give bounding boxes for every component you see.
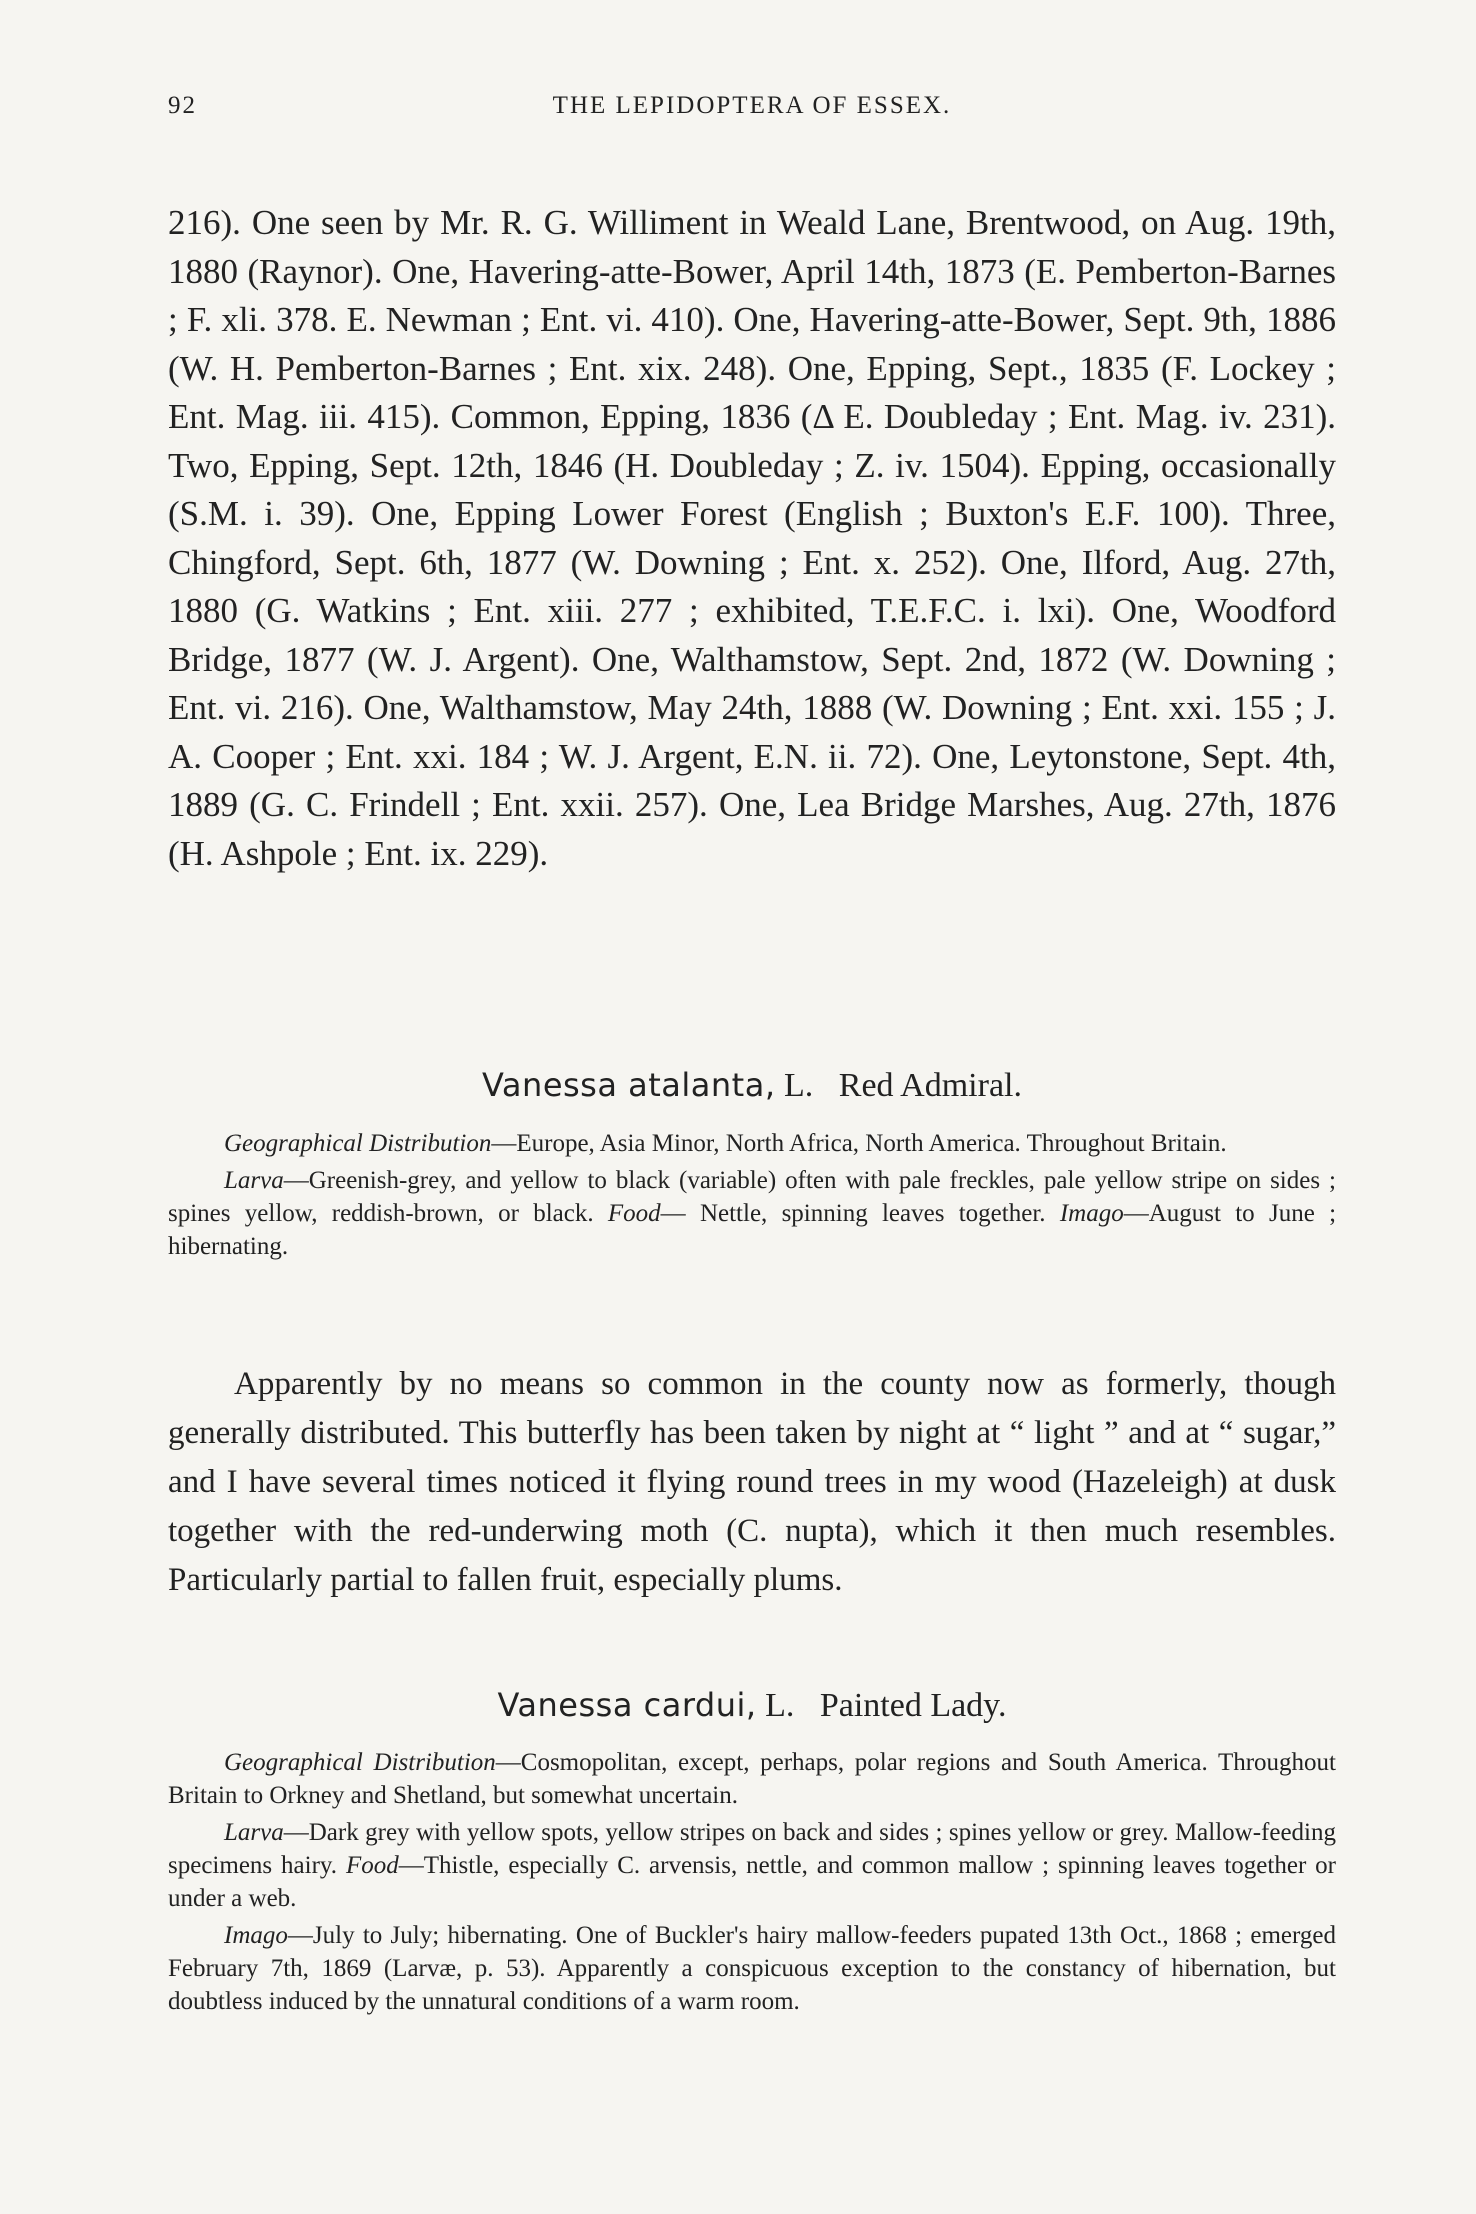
larva-paragraph [168, 1164, 1336, 1263]
distribution-label: Geographical Distribution [224, 1749, 496, 1776]
distribution-paragraph [168, 1127, 1336, 1160]
distribution-text: —Europe, Asia Minor, North Africa, North America. Throughout Britain. [491, 1130, 1227, 1157]
distribution-paragraph [168, 1746, 1336, 1812]
food-label: Food [345, 1852, 399, 1879]
species-name: Vanessa atalanta, [482, 1066, 776, 1104]
imago-paragraph [168, 1919, 1336, 2018]
species-author: L. [784, 1067, 814, 1104]
running-title: THE LEPIDOPTERA OF ESSEX. [552, 92, 952, 119]
page-number: 92 [168, 92, 197, 119]
larva-text: —Dark grey with yellow spots, yellow stripes on back and sides ; spines yellow or grey. Mallow-feeding specimens hairy. [168, 1819, 1336, 1879]
species-name: Vanessa cardui, [497, 1686, 757, 1724]
food-text: —Thistle, especially C. arvensis, nettle, and common mallow ; spinning leaves together or under a web. [168, 1852, 1336, 1912]
species-heading-cardui [168, 1686, 1336, 1725]
species-common-name: Painted Lady. [819, 1687, 1007, 1724]
species-notes-cardui [168, 1746, 1336, 2018]
larva-label: Larva [224, 1167, 284, 1194]
page-header [168, 92, 1336, 128]
imago-text: —August to June ; hibernating. [168, 1200, 1337, 1260]
species-notes-atalanta [168, 1127, 1336, 1263]
imago-label: Imago [1059, 1200, 1124, 1227]
food-text: — Nettle, spinning leaves together. [660, 1200, 1046, 1227]
food-label: Food [607, 1200, 661, 1227]
species-heading-atalanta [168, 1066, 1336, 1105]
larva-label: Larva [224, 1819, 284, 1846]
species-author: L. [765, 1687, 795, 1724]
distribution-text: —Cosmopolitan, except, perhaps, polar regions and South America. Throughout Britain to Orkney and Shetland, but somewhat uncertain. [168, 1749, 1337, 1809]
records-paragraph: 216). One seen by Mr. R. G. Williment in Weald Lane, Brentwood, on Aug. 19th, 1880 (Raynor). One, Havering-atte-Bower, April 14th, 1873 (E. Pemberton-Barnes ; F. xli. 378. E. Newman ; Ent. vi. 410). One, Havering-atte-Bower, Sept. 9th, 1886 (W. H. Pemberton-Barnes ; Ent. xix. 248). One, Epping, Sept., 1835 (F. Lockey ; Ent. Mag. iii. 415). Common, Epping, 1836 (Δ E. Doubleday ; Ent. Mag. iv. 231). Two, Epping, Sept. 12th, 1846 (H. Doubleday ; Z. iv. 1504). Epping, occasionally (S.M. i. 39). One, Epping Lower Forest (English ; Buxton's E.F. 100). Three, Chingford, Sept. 6th, 1877 (W. Downing ; Ent. x. 252). One, Ilford, Aug. 27th, 1880 (G. Watkins ; Ent. xiii. 277 ; exhibited, T.E.F.C. i. lxi). One, Woodford Bridge, 1877 (W. J. Argent). One, Walthamstow, Sept. 2nd, 1872 (W. Downing ; Ent. vi. 216). One, Walthamstow, May 24th, 1888 (W. Downing ; Ent. xxi. 155 ; J. A. Cooper ; Ent. xxi. 184 ; W. J. Argent, E.N. ii. 72). One, Leytonstone, Sept. 4th, 1889 (G. C. Frindell ; Ent. xxii. 257). One, Lea Bridge Marshes, Aug. 27th, 1876 (H. Ashpole ; Ent. ix. 229). [168, 203, 1336, 873]
larva-text: —Greenish-grey, and yellow to black (variable) often with pale freckles, pale yellow stripe on sides ; spines yellow, reddish-brown, or black. [168, 1167, 1336, 1227]
larva-paragraph [168, 1816, 1336, 1915]
imago-text: —July to July; hibernating. One of Buckler's hairy mallow-feeders pupated 13th Oct., 1868 ; emerged February 7th, 1869 (Larvæ, p. 53). Apparently a conspicuous exception to the constancy of hibernation, but doubtless induced by the unnatural conditions of a warm room. [168, 1922, 1336, 2015]
species-common-name: Red Admiral. [838, 1067, 1022, 1104]
atalanta-body-paragraph: Apparently by no means so common in the county now as formerly, though generally distributed. This butterfly has been taken by night at “ light ” and at “ sugar,” and I have several times noticed it flying round trees in my wood (Hazeleigh) at dusk together with the red-underwing moth (C. nupta), which it then much resembles. Particularly partial to fallen fruit, especially plums. [168, 1366, 1336, 1598]
distribution-label: Geographical Distribution [224, 1130, 492, 1157]
imago-label: Imago [224, 1922, 288, 1949]
